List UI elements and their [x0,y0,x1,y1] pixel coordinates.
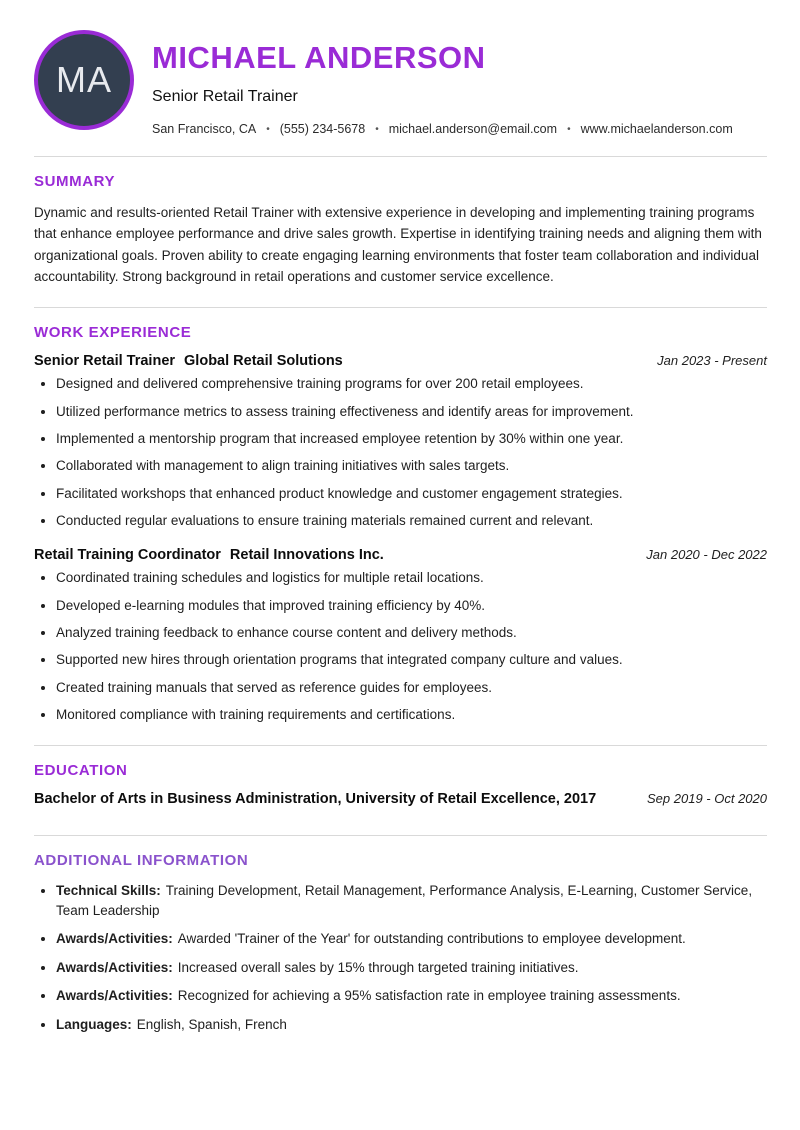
job-company: Retail Innovations Inc. [229,547,384,564]
education-heading: EDUCATION [34,762,128,779]
section-divider [34,745,767,746]
job-title: Retail Training Coordinator [34,547,221,564]
separator-dot: • [567,123,571,135]
resume-header [34,28,767,136]
summary-heading: SUMMARY [34,173,116,190]
contact-website: www.michaelanderson.com [580,122,733,136]
summary-text: Dynamic and results-oriented Retail Trainer with extensive experience in developing and implementing training programs that enhance employee performance and drive sales growth. Expertise in identifying training needs and aligning them with organizational goals. Proven ability to create engaging learning environments that foster team collaboration and individual accountability. Strong background in retail operations and customer service excellence. [34,205,762,284]
separator-dot: • [375,123,379,135]
job-bullet: • Implemented a mentorship program that increased employee retention by 30% within one year. [56,430,767,449]
job-bullet: • Collaborated with management to align training initiatives with sales targets. [56,457,767,476]
job-bullet: • Analyzed training feedback to enhance course content and delivery methods. [56,624,767,643]
work-experience-section [34,324,767,725]
job-title-line [34,547,384,563]
job-bullet: • Designed and delivered comprehensive training programs for over 200 retail employees. [56,375,767,394]
additional-info-section [34,852,767,1034]
section-divider [34,835,767,836]
job-bullet-list [34,375,767,531]
job-bullet: • Developed e-learning modules that improved training efficiency by 40%. [56,597,767,616]
item-label: Languages: [56,1016,132,1032]
header-text [152,28,733,136]
work-experience-heading: WORK EXPERIENCE [34,324,192,342]
job-title-line [34,353,343,369]
job-entry [34,353,767,531]
additional-info-item [56,986,767,1006]
job-bullet: • Monitored compliance with training requirements and certifications. [56,706,767,725]
education-section [34,762,767,807]
contact-row [152,122,733,136]
additional-info-item [56,958,767,978]
additional-info-item [56,881,767,920]
job-entry [34,547,767,725]
job-bullet: • Conducted regular evaluations to ensure training materials remained current and relevant. [56,512,767,531]
item-label: Awards/Activities: [56,988,173,1004]
contact-phone: (555) 234-5678 [279,122,366,136]
additional-info-item [56,1015,767,1035]
item-text: Awarded 'Trainer of the Year' for outstanding contributions to employee development. [177,931,686,947]
contact-email: michael.anderson@email.com [388,122,558,136]
job-header [34,547,767,563]
additional-info-item [56,929,767,949]
job-header [34,353,767,369]
job-bullet: • Supported new hires through orientation programs that integrated company culture and values. [56,651,767,670]
avatar-initials: MA [56,59,112,100]
job-company: Global Retail Solutions [184,353,343,370]
item-text: Training Development, Retail Management, Performance Analysis, E-Learning, Customer Service, Team Leadership [56,883,753,918]
education-degree: Bachelor of Arts in Business Administration, University of Retail Excellence, 2017 [34,791,597,807]
job-dates: Jan 2020 - Dec 2022 [646,547,767,563]
separator-dot: • [266,123,270,135]
additional-info-list [34,881,767,1034]
job-dates: Jan 2023 - Present [657,353,767,369]
education-entry [34,791,767,807]
section-divider [34,307,767,308]
job-title: Senior Retail Trainer [34,353,176,370]
job-bullet: • Utilized performance metrics to assess training effectiveness and identify areas for improvement. [56,403,767,422]
contact-location: San Francisco, CA [152,122,257,136]
job-bullet: • Facilitated workshops that enhanced product knowledge and customer engagement strategies. [56,485,767,504]
avatar [34,30,134,130]
item-label: Technical Skills: [56,883,161,898]
item-text: English, Spanish, French [136,1016,287,1032]
section-divider [34,156,767,157]
item-label: Awards/Activities: [56,959,173,975]
job-bullet: • Created training manuals that served as reference guides for employees. [56,679,767,698]
additional-info-heading: ADDITIONAL INFORMATION [34,852,249,869]
job-bullet: • Coordinated training schedules and logistics for multiple retail locations. [56,569,767,588]
summary-section [34,173,767,287]
education-dates: Sep 2019 - Oct 2020 [647,791,767,806]
item-label: Awards/Activities: [56,931,173,947]
candidate-name: MICHAEL ANDERSON [152,40,486,75]
professional-title: Senior Retail Trainer [152,88,298,105]
item-text: Increased overall sales by 15% through targeted training initiatives. [177,959,579,975]
item-text: Recognized for achieving a 95% satisfaction rate in employee training assessments. [177,988,681,1004]
job-bullet-list [34,569,767,725]
